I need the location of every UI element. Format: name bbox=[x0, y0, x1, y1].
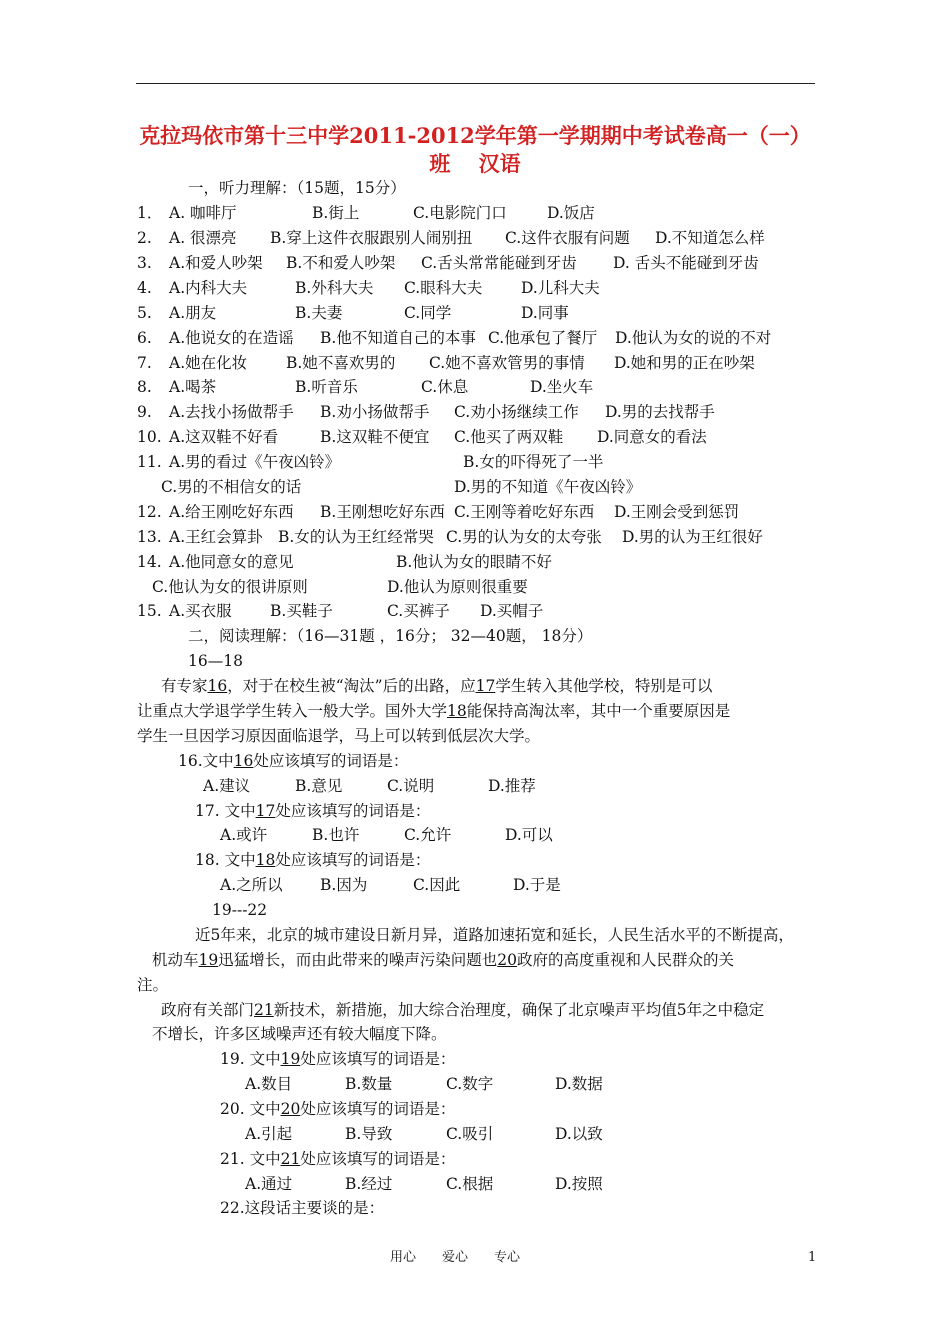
option-b: B.街上 bbox=[312, 204, 360, 222]
option-c: C.王刚等着吃好东西 bbox=[454, 503, 595, 521]
option-c: C.说明 bbox=[387, 777, 435, 795]
option-c: C.休息 bbox=[421, 378, 469, 396]
question-stem: 21. 文中21处应该填写的词语是： bbox=[220, 1150, 456, 1168]
blank-17: 17 bbox=[475, 677, 496, 695]
option-d: D.以致 bbox=[555, 1125, 603, 1143]
option-b: B.他不知道自己的本事 bbox=[320, 329, 476, 347]
option-c: C.舌头常常能碰到牙齿 bbox=[421, 254, 577, 272]
question-stem: 20. 文中20处应该填写的词语是： bbox=[220, 1100, 456, 1118]
passage-2-line-2: 机动车19迅猛增长，而由此带来的噪声污染问题也20政府的高度重视和人民群众的关 bbox=[152, 951, 735, 969]
option-b: B.女的吓得死了一半 bbox=[463, 453, 604, 471]
question-number: 2. bbox=[137, 229, 152, 247]
passage-2-line-5: 不增长，许多区域噪声还有较大幅度下降。 bbox=[152, 1025, 447, 1043]
option-d: D.于是 bbox=[513, 876, 561, 894]
question-number: 8. bbox=[137, 378, 152, 396]
option-d: D.同事 bbox=[521, 304, 569, 322]
option-d: D. 舌头不能碰到牙齿 bbox=[613, 254, 759, 272]
blank-20: 20 bbox=[497, 951, 517, 969]
option-b: B.因为 bbox=[320, 876, 368, 894]
question-number: 10. bbox=[137, 428, 162, 446]
option-b: B.意见 bbox=[295, 777, 343, 795]
option-a: A.朋友 bbox=[169, 304, 217, 322]
option-d: D.同意女的看法 bbox=[597, 428, 707, 446]
question-number: 6. bbox=[137, 329, 152, 347]
option-a: A.建议 bbox=[203, 777, 251, 795]
passage-1-line-1: 有专家16，对于在校生被“淘汰”后的出路，应17学生转入其他学校，特别是可以 bbox=[161, 677, 713, 695]
option-d: D.男的去找帮手 bbox=[605, 403, 715, 421]
passage-1-line-2: 让重点大学退学学生转入一般大学。国外大学18能保持高淘汰率，其中一个重要原因是 bbox=[137, 702, 731, 720]
question-number: 5. bbox=[137, 304, 152, 322]
passage-2-line-1: 近5年来，北京的城市建设日新月异，道路加速拓宽和延长，人民生活水平的不断提高， bbox=[195, 926, 794, 944]
question-number: 13. bbox=[137, 528, 162, 546]
option-c: C.男的不相信女的话 bbox=[161, 478, 302, 496]
option-d: D.他认为原则很重要 bbox=[387, 578, 528, 596]
option-b: B.这双鞋不便宜 bbox=[320, 428, 430, 446]
question-stem: 17. 文中17处应该填写的词语是： bbox=[195, 802, 431, 820]
option-a: A. 很漂亮 bbox=[169, 229, 237, 247]
passage-range: 19---22 bbox=[212, 901, 268, 919]
option-c: C.这件衣服有问题 bbox=[505, 229, 630, 247]
blank-19: 19 bbox=[198, 951, 219, 969]
option-a: A.和爱人吵架 bbox=[169, 254, 263, 272]
passage-range: 16—18 bbox=[188, 652, 243, 670]
option-d: D.儿科大夫 bbox=[521, 279, 600, 297]
option-a: A.通过 bbox=[245, 1175, 293, 1193]
option-a: A.她在化妆 bbox=[169, 354, 248, 372]
option-a: A.或许 bbox=[220, 826, 268, 844]
option-d: D.不知道怎么样 bbox=[655, 229, 765, 247]
page-title-line1: 克拉玛依市第十三中学2011-2012学年第一学期期中考试卷高一（一） bbox=[139, 123, 811, 148]
option-b: B.导致 bbox=[345, 1125, 393, 1143]
option-b: B.夫妻 bbox=[295, 304, 343, 322]
option-a: A.之所以 bbox=[220, 876, 283, 894]
question-number: 4. bbox=[137, 279, 152, 297]
question-number: 1． bbox=[137, 204, 163, 222]
option-a: A.他同意女的意见 bbox=[169, 553, 294, 571]
page-title-line2: 班 汉语 bbox=[429, 151, 521, 176]
option-a: A.这双鞋不好看 bbox=[169, 428, 279, 446]
option-d: D.数据 bbox=[555, 1075, 603, 1093]
footer-motto: 用心 爱心 专心 bbox=[390, 1250, 521, 1265]
question-stem: 18. 文中18处应该填写的词语是： bbox=[195, 851, 431, 869]
option-c: C.数字 bbox=[446, 1075, 494, 1093]
option-b: B.数量 bbox=[345, 1075, 393, 1093]
option-a: A.男的看过《午夜凶铃》 bbox=[169, 453, 341, 471]
option-d: D.男的不知道《午夜凶铃》 bbox=[454, 478, 642, 496]
option-c: C.根据 bbox=[446, 1175, 494, 1193]
option-c: C.他承包了餐厅 bbox=[488, 329, 598, 347]
option-d: D.按照 bbox=[555, 1175, 603, 1193]
option-c: C.眼科大夫 bbox=[404, 279, 483, 297]
option-b: B.劝小扬做帮手 bbox=[320, 403, 430, 421]
option-a: A.王红会算卦 bbox=[169, 528, 263, 546]
question-number: 14. bbox=[137, 553, 162, 571]
question-number: 12. bbox=[137, 503, 162, 521]
option-c: C.男的认为女的太夸张 bbox=[446, 528, 602, 546]
option-b: B.穿上这件衣服跟别人闹别扭 bbox=[270, 229, 473, 247]
option-c: C.因此 bbox=[413, 876, 461, 894]
passage-2-line-4: 政府有关部门21新技术，新措施，加大综合治理度，确保了北京噪声平均值5年之中稳定 bbox=[161, 1001, 765, 1019]
option-a: A.内科大夫 bbox=[169, 279, 248, 297]
option-b: B.外科大夫 bbox=[295, 279, 374, 297]
option-c: C.吸引 bbox=[446, 1125, 494, 1143]
option-d: D.推荐 bbox=[488, 777, 536, 795]
option-d: D.坐火车 bbox=[530, 378, 594, 396]
option-c: C.同学 bbox=[404, 304, 452, 322]
option-c: C.他认为女的很讲原则 bbox=[152, 578, 308, 596]
listening-heading: 一，听力理解：（15题，15分） bbox=[188, 179, 406, 197]
question-number: 15. bbox=[137, 602, 162, 620]
option-a: A.引起 bbox=[245, 1125, 293, 1143]
option-d: D.男的认为王红很好 bbox=[622, 528, 763, 546]
option-c: C.电影院门口 bbox=[413, 204, 507, 222]
question-stem: 19. 文中19处应该填写的词语是： bbox=[220, 1050, 456, 1068]
option-d: D.可以 bbox=[505, 826, 553, 844]
option-a: A.给王刚吃好东西 bbox=[169, 503, 294, 521]
option-b: B.买鞋子 bbox=[270, 602, 333, 620]
option-a: A. 咖啡厅 bbox=[169, 204, 237, 222]
option-a: A.他说女的在造谣 bbox=[169, 329, 294, 347]
option-c: C.她不喜欢管男的事情 bbox=[429, 354, 585, 372]
question-stem: 16.文中16处应该填写的词语是： bbox=[178, 752, 409, 770]
option-b: B.王刚想吃好东西 bbox=[320, 503, 445, 521]
option-d: D.他认为女的说的不对 bbox=[615, 329, 772, 347]
question-number: 7. bbox=[137, 354, 152, 372]
blank-21: 21 bbox=[254, 1001, 274, 1019]
option-c: C.他买了两双鞋 bbox=[454, 428, 564, 446]
option-b: B.经过 bbox=[345, 1175, 393, 1193]
option-b: B.听音乐 bbox=[295, 378, 358, 396]
option-d: D.买帽子 bbox=[480, 602, 544, 620]
passage-1-line-3: 学生一旦因学习原因面临退学，马上可以转到低层次大学。 bbox=[137, 727, 541, 745]
question-number: 11. bbox=[137, 453, 162, 471]
option-a: A.数目 bbox=[245, 1075, 293, 1093]
blank-16: 16 bbox=[207, 677, 228, 695]
header-rule bbox=[136, 83, 815, 84]
question-number: 3. bbox=[137, 254, 152, 272]
question-number: 9. bbox=[137, 403, 152, 421]
option-d: D.王刚会受到惩罚 bbox=[614, 503, 740, 521]
option-a: A.买衣服 bbox=[169, 602, 232, 620]
option-a: A.喝茶 bbox=[169, 378, 217, 396]
reading-heading: 二，阅读理解：（16—31题 ，16分； 32—40题， 18分） bbox=[188, 627, 593, 645]
option-b: B.女的认为王红经常哭 bbox=[278, 528, 434, 546]
option-c: C.劝小扬继续工作 bbox=[454, 403, 579, 421]
passage-2-line-3: 注。 bbox=[137, 976, 169, 994]
option-c: C.买裤子 bbox=[387, 602, 450, 620]
option-d: D.饭店 bbox=[547, 204, 595, 222]
option-b: B.他认为女的眼睛不好 bbox=[396, 553, 552, 571]
option-c: C.允许 bbox=[404, 826, 452, 844]
blank-18: 18 bbox=[447, 702, 467, 720]
page-number: 1 bbox=[808, 1250, 817, 1265]
question-22: 22.这段话主要谈的是： bbox=[220, 1199, 385, 1217]
option-b: B.也许 bbox=[312, 826, 360, 844]
option-d: D.她和男的正在吵架 bbox=[614, 354, 755, 372]
option-b: B.她不喜欢男的 bbox=[286, 354, 396, 372]
option-b: B.不和爱人吵架 bbox=[286, 254, 396, 272]
option-a: A.去找小扬做帮手 bbox=[169, 403, 294, 421]
